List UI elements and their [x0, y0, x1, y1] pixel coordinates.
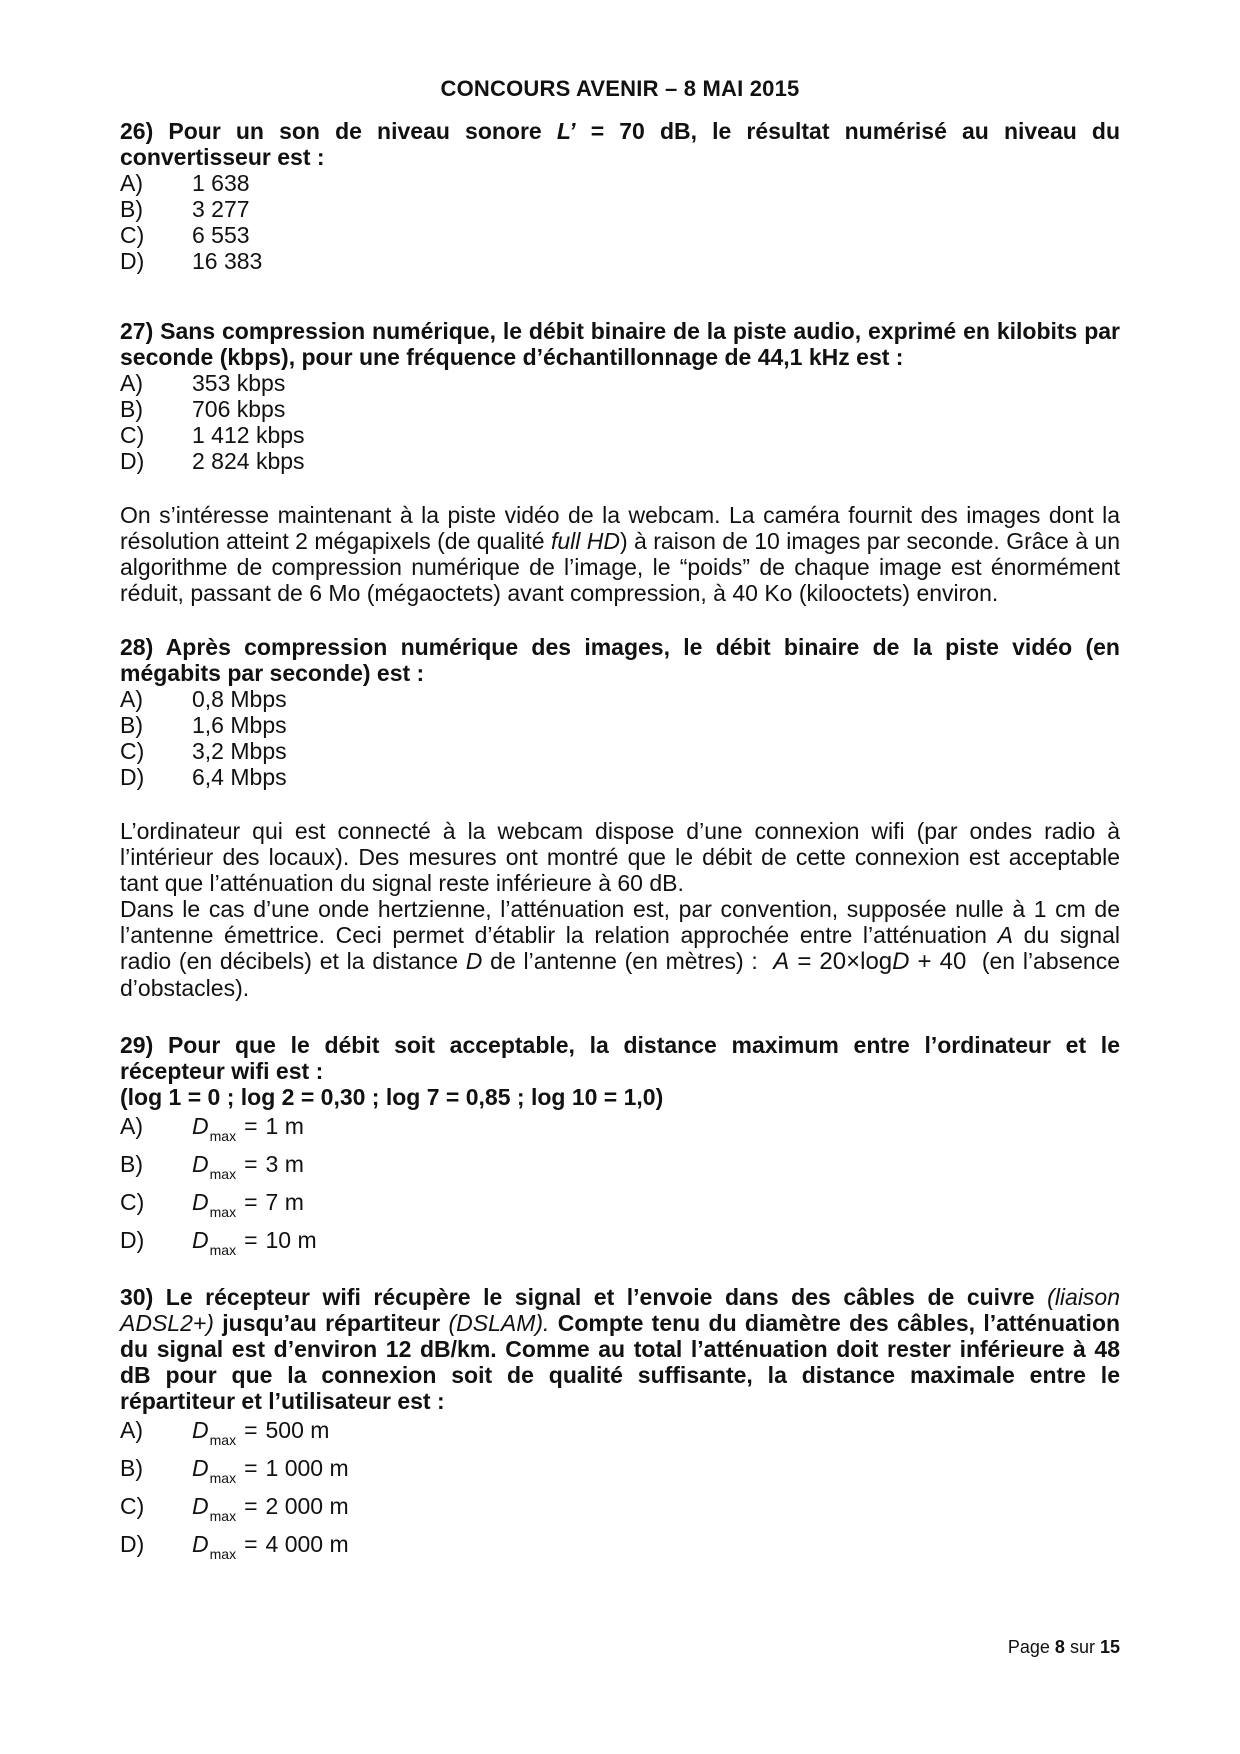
answer-option — [120, 1110, 1120, 1148]
question-28-text — [120, 634, 1120, 686]
option-value: 16 383 — [192, 248, 263, 274]
d-symbol: D — [192, 1493, 209, 1519]
answer-option — [120, 1224, 1120, 1262]
variable-d: D — [465, 948, 483, 974]
option-value: 2 000 m — [265, 1493, 349, 1519]
d-symbol: D — [192, 1455, 209, 1481]
formula-part: = 20×log — [789, 948, 893, 975]
option-value: 3 277 — [192, 196, 250, 222]
option-letter: B) — [120, 712, 143, 738]
d-symbol: D — [192, 1227, 209, 1253]
question-30-text — [120, 1284, 1120, 1414]
answer-option — [120, 248, 1120, 274]
question-29-text — [120, 1032, 1120, 1084]
answer-option — [120, 448, 1120, 474]
question-30 — [120, 1284, 1120, 1566]
paragraph-text: (en l’absence d’obstacles). — [120, 948, 1121, 1001]
question-number: 28) — [120, 634, 154, 660]
d-symbol: D — [192, 1531, 209, 1557]
question-text-part: jusqu’au répartiteur — [222, 1310, 441, 1336]
option-letter: C) — [120, 738, 145, 764]
option-letter: A) — [120, 686, 143, 712]
option-letter: C) — [120, 1493, 145, 1519]
d-subscript: max — [209, 1242, 237, 1258]
answer-option — [120, 1452, 1120, 1490]
d-symbol: D — [192, 1151, 209, 1177]
answer-option — [120, 686, 1120, 712]
page-separator: sur — [1069, 1637, 1095, 1657]
total-pages: 15 — [1099, 1637, 1120, 1657]
answer-option — [120, 1414, 1120, 1452]
option-value: 1 412 kbps — [192, 422, 305, 448]
exam-page — [120, 0, 1120, 1754]
answer-option — [120, 764, 1120, 790]
intro-paragraph-video — [120, 502, 1120, 606]
paragraph-text: On s’intéresse maintenant à la piste vidéo de la webcam. La caméra fournit des images dont la résolution atteint 2 mégapixels (de qualité — [120, 502, 1120, 554]
question-text-part: Pour que le débit soit acceptable, la distance maximum entre l’ordinateur et le récepteur wifi est : — [120, 1032, 1120, 1084]
option-letter: C) — [120, 1189, 145, 1215]
question-number: 29) — [120, 1032, 154, 1058]
answer-option — [120, 1490, 1120, 1528]
d-subscript: max — [209, 1204, 237, 1220]
option-letter: D) — [120, 1531, 145, 1557]
formula-var-a: A — [773, 948, 790, 975]
question-29 — [120, 1032, 1120, 1262]
question-text-part: Après compression numérique des images, le débit binaire de la piste vidéo (en mégabits par seconde) est : — [120, 634, 1120, 686]
question-italic-part: (DSLAM). — [448, 1310, 550, 1336]
option-value-expression — [192, 1455, 349, 1484]
answer-option — [120, 712, 1120, 738]
option-value-expression — [192, 1227, 317, 1256]
option-value: 2 824 kbps — [192, 448, 305, 474]
paragraph-italic: full HD — [550, 528, 620, 554]
formula-var-d: D — [892, 948, 910, 975]
d-subscript: max — [209, 1166, 237, 1182]
option-value: 706 kbps — [192, 396, 286, 422]
option-letter: A) — [120, 1417, 143, 1443]
option-letter: D) — [120, 448, 145, 474]
option-value: 353 kbps — [192, 370, 286, 396]
option-value: 6,4 Mbps — [192, 764, 287, 790]
option-value: 4 000 m — [265, 1531, 349, 1557]
question-text-part: Compte tenu du diamètre des câbles, l’atténuation du signal est d’environ 12 dB/km. Comme au total l’atténuation doit rester inférieure à 48 dB pour que la connexion soit de qualité suffisante, la distance maximale entre le répartiteur et l’utilisateur est : — [120, 1310, 1121, 1414]
d-symbol: D — [192, 1417, 209, 1443]
question-number: 30) — [120, 1284, 154, 1310]
option-value: 3,2 Mbps — [192, 738, 287, 764]
attenuation-formula — [773, 948, 966, 975]
option-value: 0,8 Mbps — [192, 686, 287, 712]
equals-sign: = — [244, 1151, 258, 1177]
option-value-expression — [192, 1493, 349, 1522]
variable-l: L’ — [556, 118, 576, 144]
answer-options — [120, 686, 1120, 790]
answer-option — [120, 738, 1120, 764]
page-number — [1008, 1634, 1120, 1660]
option-value: 3 m — [265, 1151, 304, 1177]
answer-options — [120, 1414, 1120, 1566]
option-value: 1 000 m — [265, 1455, 349, 1481]
d-subscript: max — [209, 1470, 237, 1486]
option-letter: B) — [120, 196, 143, 222]
equals-sign: = — [244, 1493, 258, 1519]
d-symbol: D — [192, 1189, 209, 1215]
option-value: 1 m — [265, 1113, 304, 1139]
equals-sign: = — [244, 1189, 258, 1215]
question-italic-part: (liaison ADSL2+) — [120, 1284, 1121, 1336]
question-27-text — [120, 318, 1120, 370]
option-value-expression — [192, 1531, 349, 1560]
answer-option — [120, 196, 1120, 222]
option-letter: B) — [120, 1455, 143, 1481]
option-value: 6 553 — [192, 222, 250, 248]
equals-sign: = — [244, 1227, 258, 1253]
paragraph-text: de l’antenne (en mètres) : — [490, 948, 758, 974]
option-value: 7 m — [265, 1189, 304, 1215]
d-subscript: max — [209, 1508, 237, 1524]
paragraph-text: ) à raison de 10 images par seconde. Grâce à un algorithme de compression numérique de l’image, le “poids” de chaque image est énormément réduit, passant de 6 Mo (mégaoctets) avant compression, à 40 Ko (kilooctets) environ. — [120, 528, 1121, 606]
page-label: Page — [1007, 1637, 1050, 1657]
option-letter: A) — [120, 1113, 143, 1139]
option-letter: B) — [120, 1151, 143, 1177]
question-text-part: Pour un son de niveau sonore — [168, 118, 542, 144]
formula-part: + 40 — [909, 948, 967, 975]
answer-option — [120, 170, 1120, 196]
option-letter: B) — [120, 396, 143, 422]
option-letter: D) — [120, 1227, 145, 1253]
log-values-hint: (log 1 = 0 ; log 2 = 0,30 ; log 7 = 0,85 ; log 10 = 1,0) — [120, 1084, 664, 1110]
answer-options — [120, 170, 1120, 274]
variable-a: A — [997, 922, 1013, 948]
d-symbol: D — [192, 1113, 209, 1139]
intro-paragraph-wifi — [120, 818, 1120, 1001]
option-value-expression — [192, 1151, 304, 1180]
answer-option — [120, 222, 1120, 248]
option-letter: A) — [120, 170, 143, 196]
option-value: 500 m — [265, 1417, 330, 1443]
option-value-expression — [192, 1417, 329, 1446]
current-page: 8 — [1054, 1637, 1065, 1657]
option-value-expression — [192, 1113, 304, 1142]
option-letter: C) — [120, 422, 145, 448]
option-value-expression — [192, 1189, 304, 1218]
answer-option — [120, 1186, 1120, 1224]
d-subscript: max — [209, 1432, 237, 1448]
option-value: 1 638 — [192, 170, 250, 196]
question-27 — [120, 318, 1120, 474]
question-number: 26) — [120, 118, 154, 144]
answer-option — [120, 1148, 1120, 1186]
option-letter: C) — [120, 222, 145, 248]
answer-option — [120, 1528, 1120, 1566]
option-letter: D) — [120, 248, 145, 274]
question-26-text — [120, 118, 1120, 170]
answer-option — [120, 422, 1120, 448]
answer-option — [120, 370, 1120, 396]
page-title: CONCOURS AVENIR – 8 MAI 2015 — [440, 76, 800, 101]
answer-options — [120, 1110, 1120, 1262]
paragraph-text: Dans le cas d’une onde hertzienne, l’atténuation est, par convention, supposée nulle à 1 cm de l’antenne émettrice. Ceci permet d’établir la relation approchée entre l’atténuation — [120, 896, 1120, 948]
option-letter: D) — [120, 764, 145, 790]
paragraph-text: du signal radio (en décibels) et la distance — [120, 922, 1120, 974]
equals-sign: = — [244, 1455, 258, 1481]
answer-option — [120, 396, 1120, 422]
question-text-part: = 70 dB, le résultat numérisé au niveau du convertisseur est : — [120, 118, 1121, 170]
d-subscript: max — [209, 1546, 237, 1562]
equals-sign: = — [244, 1113, 258, 1139]
question-28 — [120, 634, 1120, 790]
option-value: 1,6 Mbps — [192, 712, 287, 738]
option-value: 10 m — [265, 1227, 317, 1253]
answer-options — [120, 370, 1120, 474]
d-subscript: max — [209, 1128, 237, 1144]
paragraph-text: L’ordinateur qui est connecté à la webcam dispose d’une connexion wifi (par ondes radio à l’intérieur des locaux). Des mesures ont montré que le débit de cette connexion est acceptable tant que l’atténuation du signal reste inférieure à 60 dB. — [120, 818, 1120, 896]
question-text-part: Sans compression numérique, le débit binaire de la piste audio, exprimé en kilobits par seconde (kbps), pour une fréquence d’échantillonnage de 44,1 kHz est : — [120, 318, 1121, 370]
option-letter: A) — [120, 370, 143, 396]
equals-sign: = — [244, 1531, 258, 1557]
question-26 — [120, 118, 1120, 274]
question-number: 27) — [120, 318, 154, 344]
equals-sign: = — [244, 1417, 258, 1443]
paragraph-attenuation — [120, 896, 1120, 1001]
question-text-part: Le récepteur wifi récupère le signal et l’envoie dans des câbles de cuivre — [165, 1284, 1035, 1310]
